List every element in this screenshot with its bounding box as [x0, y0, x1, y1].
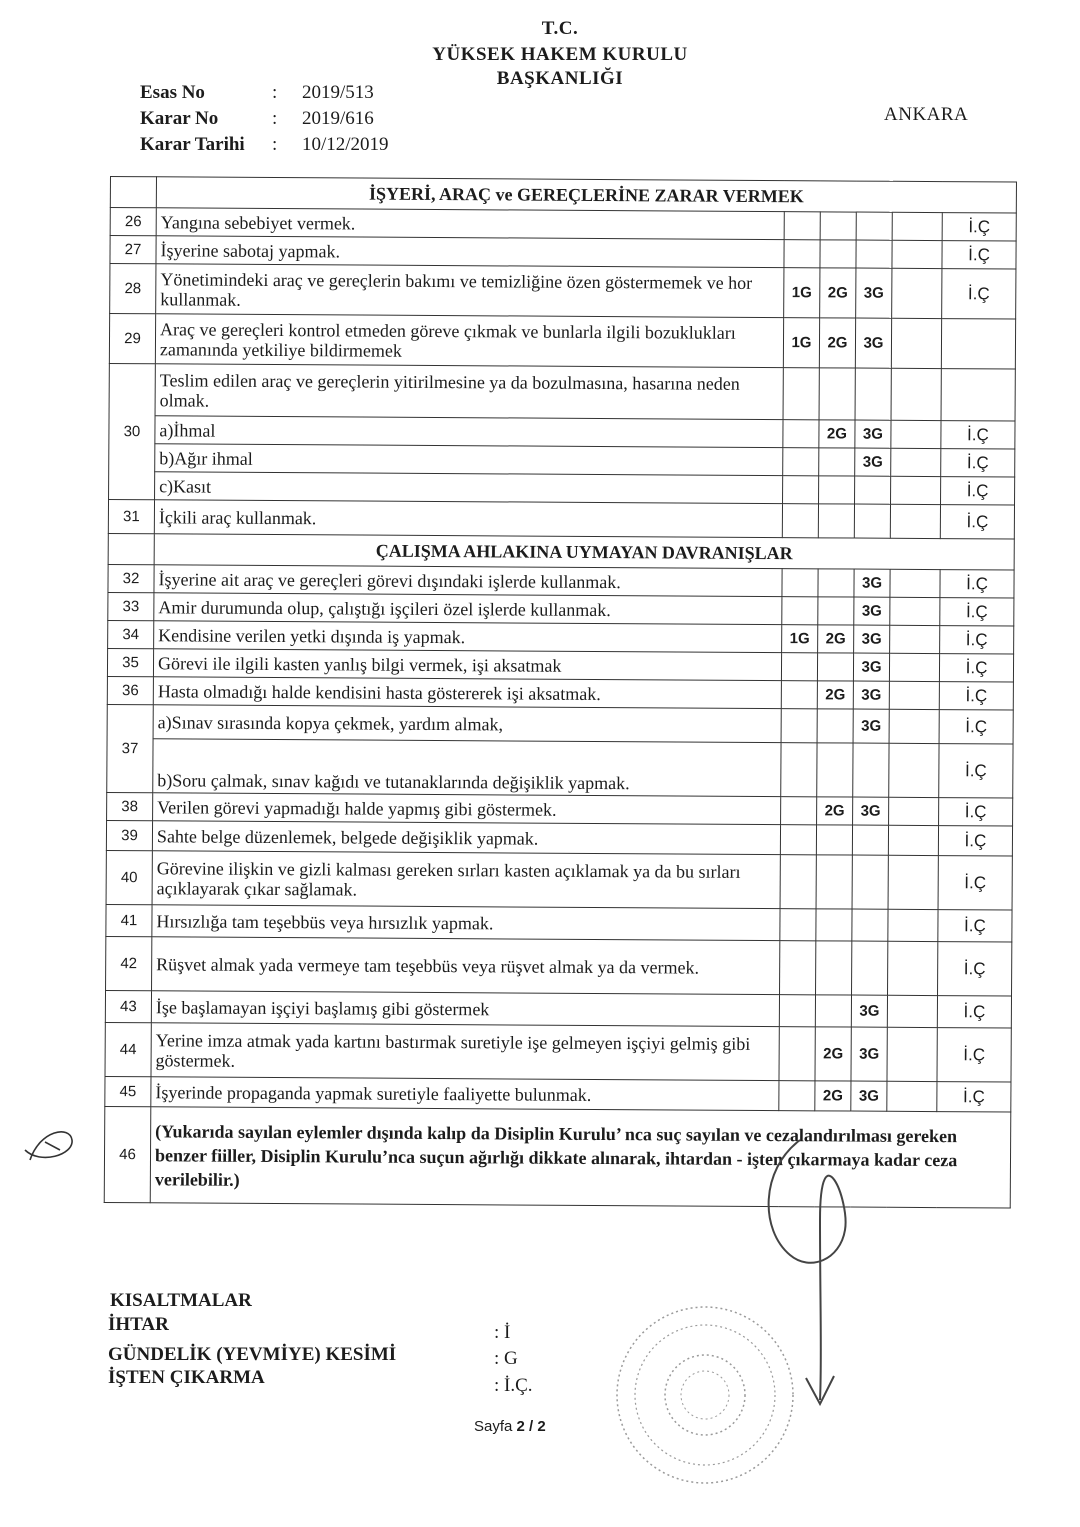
meta-colon: :: [272, 134, 278, 155]
penalty-3g: 3G: [853, 797, 889, 825]
meta-colon: :: [272, 82, 278, 103]
row-number: 27: [110, 236, 156, 264]
penalty-ic: İ.Ç: [940, 505, 1014, 539]
row-description: a)Sınav sırasında kopya çekmek, yardım almak,: [153, 705, 781, 743]
penalty-2g: 2G: [819, 318, 855, 368]
meta-value: 10/12/2019: [302, 134, 389, 155]
penalty-ic: İ.Ç: [941, 449, 1015, 477]
penalty-2g: 2G: [815, 1081, 851, 1111]
meta-label: Karar No: [140, 108, 219, 129]
penalty-2g: 2G: [820, 268, 856, 318]
row-number: 45: [105, 1076, 151, 1106]
penalty-ic: İ.Ç: [938, 826, 1012, 856]
penalty-ic: İ.Ç: [939, 654, 1013, 682]
row-description: Görevi ile ilgili kasten yanlış bilgi vermek, işi aksatmak: [153, 649, 781, 681]
row-number: 36: [107, 676, 153, 704]
penalty-2g: 2G: [819, 420, 855, 448]
abbreviation-term: GÜNDELİK (YEVMİYE) KESİMİ: [108, 1344, 397, 1365]
row-number: 41: [106, 904, 152, 936]
penalty-ic: İ.Ç: [941, 477, 1015, 505]
row-description: Görevine ilişkin ve gizli kalması gereken sırları kasten açıklamak ya da bu sırları açıklayarak çıkar sağlamak.: [152, 851, 780, 909]
penalty-3g: 3G: [856, 268, 892, 318]
row-number: 31: [108, 499, 154, 533]
row-number: 42: [106, 936, 152, 990]
penalty-3g: 3G: [855, 420, 891, 448]
penalty-3g: 3G: [851, 1027, 887, 1081]
header-department: BAŞKANLIĞI: [496, 68, 624, 89]
penalty-3g: 3G: [854, 569, 890, 597]
row-number: 38: [107, 792, 153, 820]
row-description: Yangına sebebiyet vermek.: [156, 208, 784, 240]
row-description: Verilen görevi yapmadığı halde yapmış gibi göstermek.: [153, 793, 781, 825]
abbreviation-code: : G: [494, 1348, 518, 1369]
row-description: Amir durumunda olup, çalıştığı işçileri özel işlerde kullanmak.: [154, 593, 782, 625]
abbreviation-code: : İ.Ç.: [494, 1375, 533, 1396]
penalty-3g: 3G: [853, 681, 889, 709]
signature-mark: [25, 1132, 72, 1160]
row-description: b)Soru çalmak, sınav kağıdı ve tutanaklarında değişiklik yapmak.: [153, 739, 781, 797]
meta-label: Karar Tarihi: [140, 134, 245, 155]
meta-value: 2019/616: [302, 108, 374, 129]
penalty-ic: İ.Ç: [938, 910, 1012, 942]
row-description: İşyerine ait araç ve gereçleri görevi dışındaki işlerde kullanmak.: [154, 565, 782, 597]
row-description: Rüşvet almak yada vermeye tam teşebbüs veya rüşvet almak ya da vermek.: [152, 937, 780, 995]
row-description: a)İhmal: [155, 416, 783, 448]
penalty-ic: İ.Ç: [939, 744, 1013, 798]
header-organization: YÜKSEK HAKEM KURULU: [432, 44, 688, 65]
row-description: Teslim edilen araç ve gereçlerin yitirilmesine ya da bozulmasına, hasarına neden olmak.: [155, 364, 783, 420]
penalty-2g: 2G: [817, 797, 853, 825]
row-number: 30: [109, 363, 156, 499]
penalty-2g: 2G: [818, 625, 854, 653]
row-number: 46: [104, 1106, 151, 1202]
row-description: İşyerine sabotaj yapmak.: [156, 236, 784, 268]
row-number: 33: [108, 592, 154, 620]
row-description: Yönetimindeki araç ve gereçlerin bakımı ve temizliğine özen göstermemek ve hor kullanmak.: [156, 264, 784, 318]
penalty-ic: İ.Ç: [942, 241, 1016, 269]
page-label: Sayfa: [474, 1418, 513, 1435]
row-description: Araç ve gereçleri kontrol etmeden göreve çıkmak ve bunlarla ilgili bozuklukları zamanında yetkiliye bildirmemek: [155, 314, 783, 368]
penalty-ic: İ.Ç: [939, 710, 1013, 744]
abbreviation-term: İHTAR: [108, 1314, 169, 1335]
abbreviation-code: : İ: [494, 1322, 511, 1343]
penalty-3g: 3G: [851, 1081, 887, 1111]
row-number: 29: [109, 314, 155, 364]
section-title: ÇALIŞMA AHLAKINA UYMAYAN DAVRANIŞLAR: [154, 534, 1014, 570]
row-number: 37: [107, 704, 154, 792]
row-number: 43: [105, 990, 151, 1022]
penalty-ic: İ.Ç: [938, 942, 1012, 996]
header-tc: T.C.: [541, 18, 579, 39]
penalty-3g: 3G: [855, 448, 891, 476]
penalty-3g: 3G: [854, 597, 890, 625]
penalty-ic: İ.Ç: [941, 421, 1015, 449]
penalty-ic: İ.Ç: [937, 996, 1011, 1028]
penalty-2g: 2G: [817, 681, 853, 709]
penalty-3g: 3G: [854, 625, 890, 653]
row-description: Sahte belge düzenlemek, belgede değişiklik yapmak.: [152, 821, 780, 855]
pen-arrow: [769, 1140, 846, 1404]
penalty-ic: İ.Ç: [937, 1028, 1011, 1082]
row-number: 34: [108, 620, 154, 648]
abbreviation-term: İŞTEN ÇIKARMA: [108, 1367, 265, 1388]
row-description: Yerine imza atmak yada kartını bastırmak suretiyle işe gelmeyen işçiyi gelmiş gibi göstermek.: [151, 1023, 779, 1081]
row-number: 26: [110, 208, 156, 236]
penalty-3g: 3G: [853, 653, 889, 681]
row-description: Hasta olmadığı halde kendisini hasta göstererek işi aksatmak.: [153, 677, 781, 709]
row-number: 28: [110, 264, 156, 314]
penalty-3g: 3G: [851, 995, 887, 1027]
penalty-ic: İ.Ç: [939, 798, 1013, 826]
abbreviations-title: KISALTMALAR: [110, 1290, 252, 1311]
penalty-3g: 3G: [853, 709, 889, 743]
penalty-ic: İ.Ç: [940, 598, 1014, 626]
row-number: 44: [105, 1022, 151, 1076]
penalty-ic: İ.Ç: [938, 856, 1012, 910]
penalty-1g: 1G: [783, 318, 819, 368]
row-number: 35: [107, 648, 153, 676]
penalty-1g: 1G: [782, 625, 818, 653]
meta-value: 2019/513: [302, 82, 374, 103]
penalty-ic: İ.Ç: [940, 570, 1014, 598]
page-value: 2 / 2: [516, 1418, 546, 1435]
row-number: 39: [106, 820, 152, 850]
row-description: İşe başlamayan işçiyi başlamış gibi göstermek: [151, 991, 779, 1027]
row-number: 32: [108, 564, 154, 592]
meta-label: Esas No: [140, 82, 205, 103]
penalty-ic: İ.Ç: [937, 1082, 1011, 1112]
row-description: b)Ağır ihmal: [155, 444, 783, 476]
row-description: Kendisine verilen yetki dışında iş yapmak.: [154, 621, 782, 653]
row-description: İçkili araç kullanmak.: [154, 500, 782, 538]
penalty-ic: İ.Ç: [939, 682, 1013, 710]
row-number: 40: [106, 850, 152, 904]
row-description: İşyerinde propaganda yapmak suretiyle faaliyette bulunmak.: [151, 1077, 779, 1111]
row-description: Hırsızlığa tam teşebbüs veya hırsızlık yapmak.: [152, 905, 780, 941]
row-description: c)Kasıt: [155, 472, 783, 504]
penalty-ic: İ.Ç: [942, 213, 1016, 241]
section-title: İŞYERİ, ARAÇ ve GEREÇLERİNE ZARAR VERMEK: [156, 177, 1016, 213]
meta-colon: :: [272, 108, 278, 129]
penalty-ic: İ.Ç: [940, 626, 1014, 654]
general-clause-note: (Yukarıda sayılan eylemler dışında kalıp da Disiplin Kurulu’ nca suç sayılan ve cezalandırılması gereken benzer fiiller, Disiplin Kurulu’nca suçun ağırlığı dikkate alınarak, ihtardan - işten çıkarmaya kadar ceza verilebilir.): [150, 1107, 1011, 1208]
penalty-3g: 3G: [855, 318, 891, 368]
header-city: ANKARA: [884, 104, 969, 125]
penalty-2g: 2G: [815, 1027, 851, 1081]
penalty-ic: İ.Ç: [942, 269, 1016, 319]
penalty-1g: 1G: [784, 268, 820, 318]
